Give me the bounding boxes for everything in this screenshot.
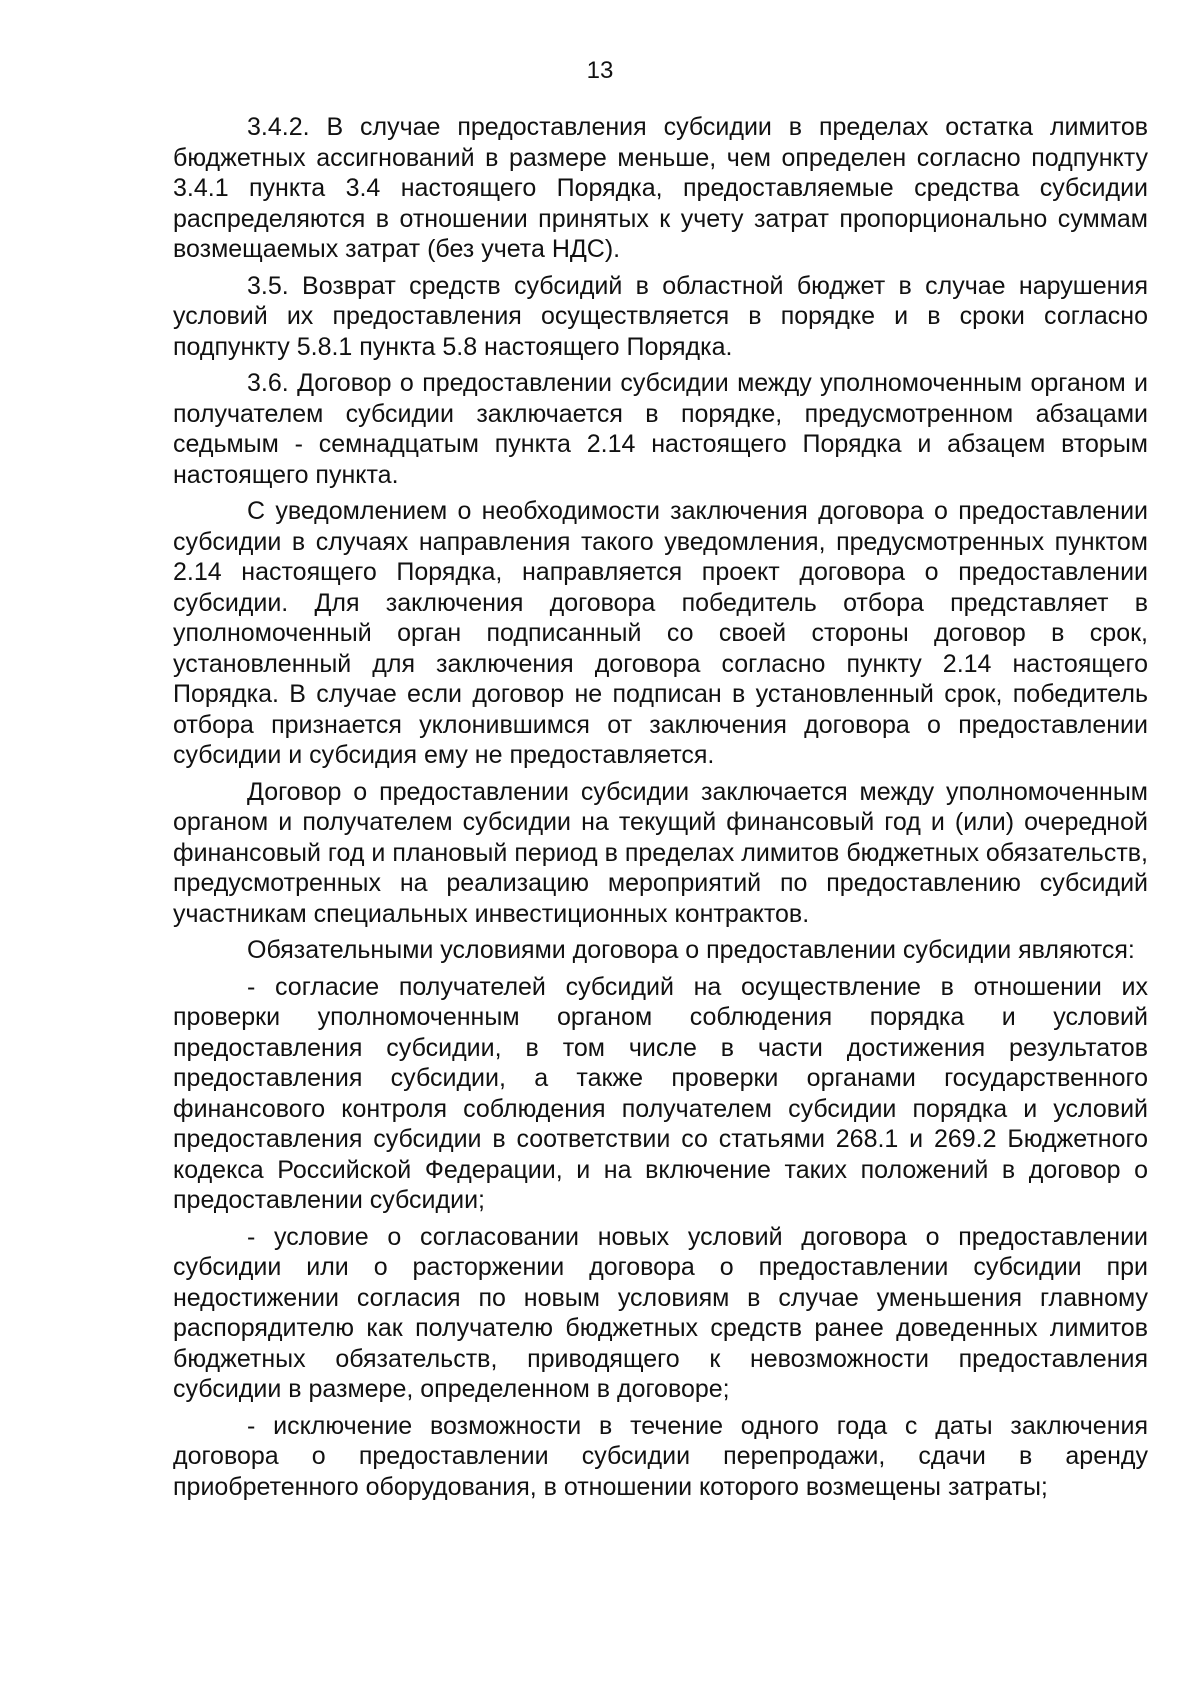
paragraph-notification: С уведомлением о необходимости заключения договора о предоставлении субсидии в случаях направления такого уведомления, предусмотренных пунктом 2.14 настоящего Порядка, направляется проект договора о предоставлении субсидии. Для заключения договора победитель отбора представляет в уполномоченный орган подписанный со своей стороны договор в срок, установленный для заключения договора согласно пункту 2.14 настоящего Порядка. В случае если договор не подписан в установленный срок, победитель отбора признается уклонившимся от заключения договора о предоставлении субсидии и субсидия ему не предоставляется. [173, 497, 1148, 769]
paragraph-3-4-2: 3.4.2. В случае предоставления субсидии в пределах остатка лимитов бюджетных ассигнований в размере меньше, чем определен согласно подпункту 3.4.1 пункта 3.4 настоящего Порядка, предоставляемые средства субсидии распределяются в отношении принятых к учету затрат пропорционально суммам возмещаемых затрат (без учета НДС). [173, 113, 1148, 263]
paragraph-3-5: 3.5. Возврат средств субсидий в областной бюджет в случае нарушения условий их предоставления осуществляется в порядке и в сроки согласно подпункту 5.8.1 пункта 5.8 настоящего Порядка. [173, 271, 1148, 361]
page-number: 13 [586, 57, 614, 84]
paragraph-mandatory-conditions: Обязательными условиями договора о предоставлении субсидии являются: [247, 936, 1135, 964]
list-item-renegotiation: - условие о согласовании новых условий договора о предоставлении субсидии или о расторжении договора о предоставлении субсидии при недостижении согласия по новым условиям в случае уменьшения главному распорядителю как получателю бюджетных средств ранее доведенных лимитов бюджетных обязательств, приводящего к невозможности предоставления субсидии в размере, определенном в договоре; [173, 1222, 1148, 1403]
list-item-resale-restriction: - исключение возможности в течение одного года с даты заключения договора о предоставлении субсидии перепродажи, сдачи в аренду приобретенного оборудования, в отношении которого возмещены затраты; [173, 1411, 1148, 1501]
document-body [173, 112, 1148, 1508]
paragraph-agreement-term: Договор о предоставлении субсидии заключается между уполномоченным органом и получателем субсидии на текущий финансовый год и (или) очередной финансовый год и плановый период в пределах лимитов бюджетных обязательств, предусмотренных на реализацию мероприятий по предоставлению субсидий участникам специальных инвестиционных контрактов. [173, 777, 1148, 928]
list-item-consent: - согласие получателей субсидий на осуществление в отношении их проверки уполномоченным органом соблюдения порядка и условий предоставления субсидии, в том числе в части достижения результатов предоставления субсидии, а также проверки органами государственного финансового контроля соблюдения получателем субсидии порядка и условий предоставления субсидии в соответствии со статьями 268.1 и 269.2 Бюджетного кодекса Российской Федерации, и на включение таких положений в договор о предоставлении субсидии; [173, 972, 1148, 1214]
paragraph-3-6: 3.6. Договор о предоставлении субсидии между уполномоченным органом и получателем субсидии заключается в порядке, предусмотренном абзацами седьмым - семнадцатым пункта 2.14 настоящего Порядка и абзацем вторым настоящего пункта. [173, 369, 1148, 489]
